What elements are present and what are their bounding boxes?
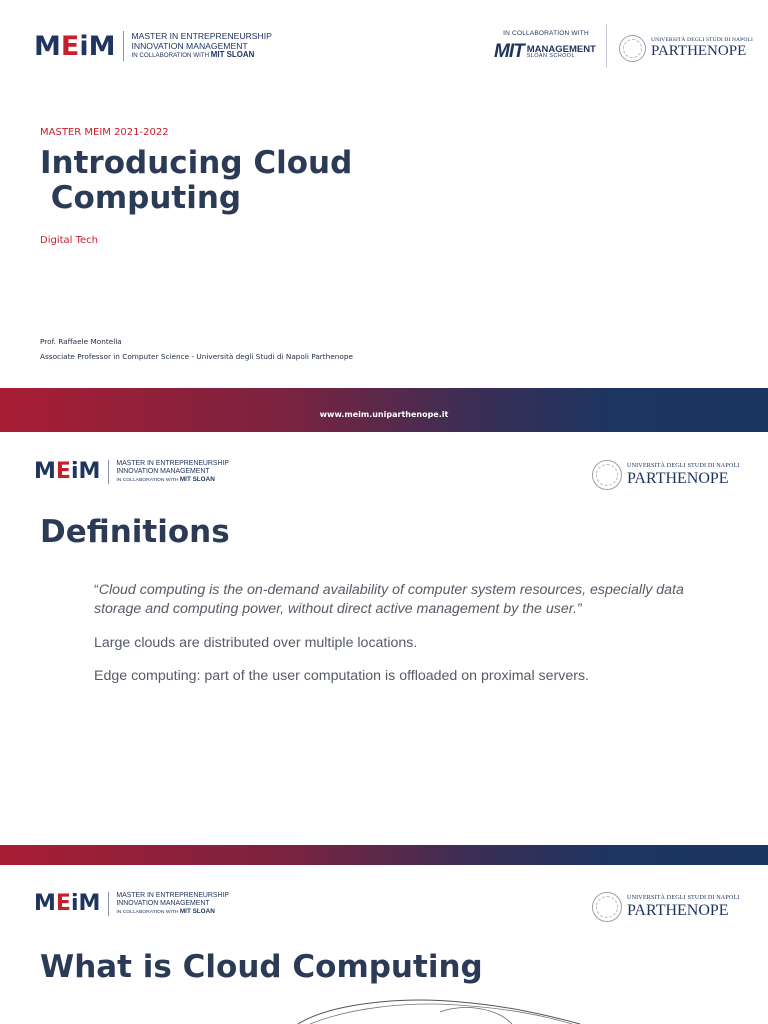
footer-band xyxy=(0,388,768,432)
meim-tagline: MASTER IN ENTREPRENEURSHIP INNOVATION MANAGEMENT IN COLLABORATION WITH MIT SLOAN xyxy=(131,30,272,60)
program-label: MASTER MEIM 2021-2022 xyxy=(40,127,169,138)
parthenope-name: PARTHENOPE xyxy=(627,901,729,919)
presentation-subtitle: Digital Tech xyxy=(40,235,99,246)
logo-divider xyxy=(108,892,109,916)
author-name: Prof. Raffaele Montella xyxy=(40,337,122,346)
meim-tagline: MASTER IN ENTREPRENEURSHIP INNOVATION MANAGEMENT IN COLLABORATION WITH MIT SLOAN xyxy=(116,460,229,483)
parthenope-subtitle: UNIVERSITÀ DEGLI STUDI DI NAPOLI xyxy=(651,36,754,43)
parthenope-name: PARTHENOPE xyxy=(651,43,747,60)
definition-quote: “Cloud computing is the on-demand availability of computer system resources, especially data storage and computing power, without direct active management by the user.” xyxy=(94,582,684,617)
university-seal-icon xyxy=(619,35,646,62)
meim-wordmark: MEiM xyxy=(34,891,101,916)
parthenope-logo xyxy=(619,35,753,62)
parthenope-subtitle: UNIVERSITÀ DEGLI STUDI DI NAPOLI xyxy=(627,462,740,470)
mit-management-label: MANAGEMENT xyxy=(526,43,596,55)
meim-wordmark: MEiM xyxy=(34,459,101,484)
mit-wordmark: MIT xyxy=(494,41,524,62)
meim-logo xyxy=(34,460,229,484)
logo-divider xyxy=(123,31,124,61)
mit-school-label: SLOAN SCHOOL xyxy=(526,53,575,59)
author-affiliation: Associate Professor in Computer Science - Università degli Studi di Napoli Parthenope xyxy=(40,352,353,361)
meim-logo xyxy=(34,31,272,61)
logo-divider xyxy=(108,460,109,484)
slide-heading: What is Cloud Computing xyxy=(40,949,483,985)
parthenope-logo xyxy=(592,892,740,922)
slide-title xyxy=(0,0,768,434)
meim-logo xyxy=(34,892,229,916)
body-paragraph: Large clouds are distributed over multiple locations. xyxy=(94,635,418,651)
university-seal-icon xyxy=(592,460,622,490)
cloud-sketch-icon xyxy=(290,992,590,1024)
slide-definitions xyxy=(0,434,768,866)
parthenope-subtitle: UNIVERSITÀ DEGLI STUDI DI NAPOLI xyxy=(627,894,740,902)
mit-collab-label: IN COLLABORATION WITH xyxy=(503,30,589,37)
parthenope-name: PARTHENOPE xyxy=(627,469,729,487)
university-seal-icon xyxy=(592,892,622,922)
presentation-title: Introducing Cloud Computing xyxy=(40,145,353,216)
parthenope-logo xyxy=(592,460,740,490)
slide-what-is-cloud xyxy=(0,866,768,1024)
body-paragraph: Edge computing: part of the user computation is offloaded on proximal servers. xyxy=(94,668,589,684)
website-url: www.meim.uniparthenope.it xyxy=(319,410,449,419)
slide-heading: Definitions xyxy=(40,514,230,550)
logo-separator xyxy=(606,24,607,68)
footer-band xyxy=(0,845,768,865)
meim-wordmark: MEiM xyxy=(34,30,116,62)
mit-sloan-logo xyxy=(494,30,598,63)
meim-tagline: MASTER IN ENTREPRENEURSHIP INNOVATION MANAGEMENT IN COLLABORATION WITH MIT SLOAN xyxy=(116,892,229,915)
